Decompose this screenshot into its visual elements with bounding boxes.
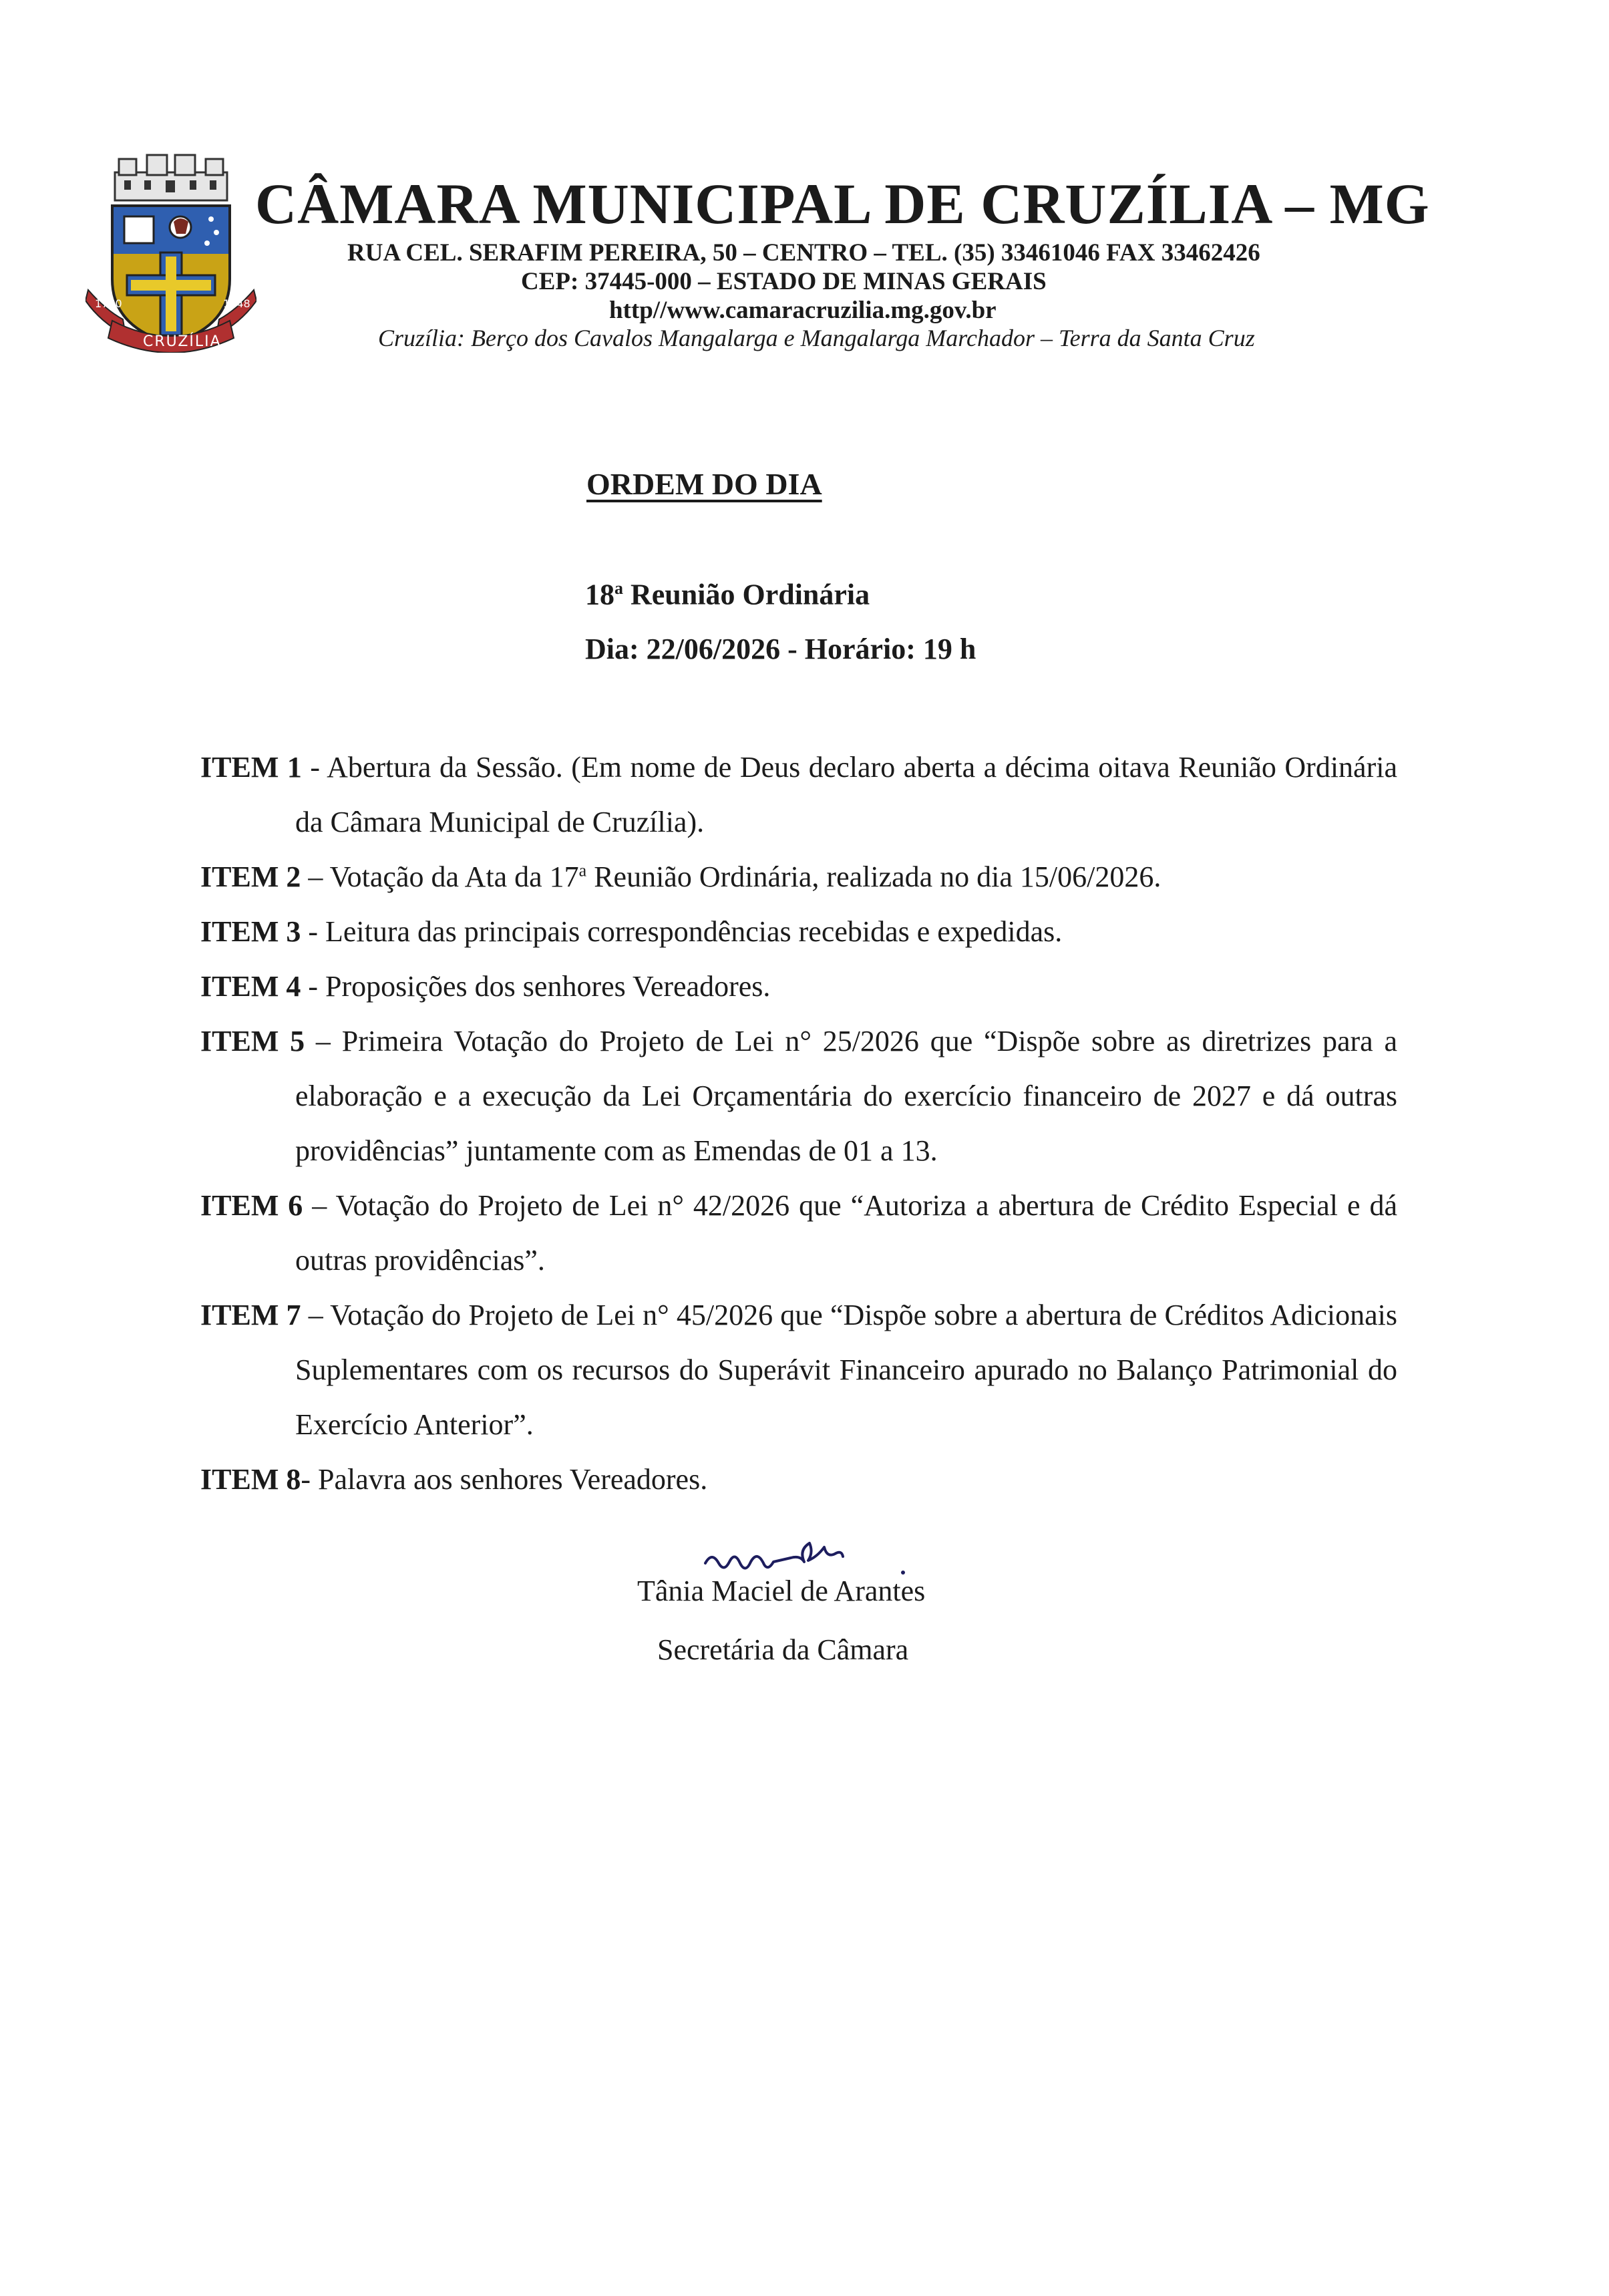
agenda-item-text: Leitura das principais correspondências recebidas e expedidas. [325,915,1063,948]
agenda-item-1: ITEM 1 - Abertura da Sessão. (Em nome de Deus declaro aberta a décima oitava Reunião Ordinária da Câmara Municipal de Cruzília). [200,751,1397,838]
agenda-item-4: ITEM 4 - Proposições dos senhores Vereadores. [200,970,771,1003]
municipal-coat-of-arms-icon [85,152,256,353]
agenda-item-label: ITEM 8 [200,1463,301,1496]
signatory-name: Tânia Maciel de Arantes [637,1575,926,1607]
agenda-item-label: ITEM 2 [200,860,301,893]
svg-text:1720: 1720 [95,297,122,310]
agenda-item-label: ITEM 4 [200,970,301,1003]
letterhead-cep: CEP: 37445-000 – ESTADO DE MINAS GERAIS [521,268,1047,295]
meeting-label: Reunião Ordinária [623,578,870,611]
agenda-item-6: ITEM 6 – Votação do Projeto de Lei n° 42/2026 que “Autoriza a abertura de Crédito Especial e dá outras providências”. [200,1189,1397,1277]
agenda-item-text: Palavra aos senhores Vereadores. [318,1463,708,1496]
meeting-title [585,580,870,610]
letterhead-motto: Cruzília: Berço dos Cavalos Mangalarga e Mangalarga Marchador – Terra da Santa Cruz [378,325,1255,351]
agenda-item-3: ITEM 3 - Leitura das principais correspondências recebidas e expedidas. [200,915,1063,948]
agenda-item-label: ITEM 5 [200,1025,305,1057]
agenda-item-text: Votação da Ata da 17 [329,860,579,893]
agenda-item-label: ITEM 3 [200,915,301,948]
letterhead-website: http//www.camaracruzilia.mg.gov.br [609,297,997,324]
agenda-item-7: ITEM 7 – Votação do Projeto de Lei n° 45/2026 que “Dispõe sobre a abertura de Créditos Adicionais Suplementares com os recursos do Superávit Financeiro apurado no Balanço Patrimonial do Exercício Anterior”. [200,1299,1397,1441]
agenda-item-8: ITEM 8- Palavra aos senhores Vereadores. [200,1463,708,1496]
agenda-item-5: ITEM 5 – Primeira Votação do Projeto de Lei n° 25/2026 que “Dispõe sobre as diretrizes para a elaboração e a execução da Lei Orçamentária do exercício financeiro de 2027 e dá outras providências” juntamente com as Emendas de 01 a 13. [200,1025,1398,1167]
agenda-item-label: ITEM 7 [200,1299,301,1331]
agenda-item-label: ITEM 6 [200,1189,303,1222]
meeting-ordinal-suffix: a [614,579,623,598]
agenda-list [200,740,1397,1507]
svg-text:CRUZÍLIA: CRUZÍLIA [143,333,222,350]
letterhead-address: RUA CEL. SERAFIM PEREIRA, 50 – CENTRO – TEL. (35) 33461046 FAX 33462426 [347,239,1260,267]
letterhead-title: CÂMARA MUNICIPAL DE CRUZÍLIA – MG [255,172,1430,236]
agenda-item-text: Primeira Votação do Projeto de Lei n° 25/2026 que “Dispõe sobre as diretrizes para a elaboração e a execução da Lei Orçamentária do exercício financeiro de 2027 e dá outras providências” juntamente com as Emendas de 01 a 13. [295,1025,1398,1167]
meeting-number: 18 [585,578,614,611]
agenda-item-label: ITEM 1 [200,751,302,784]
agenda-item-text: Votação do Projeto de Lei n° 45/2026 que “Dispõe sobre a abertura de Créditos Adicionais Suplementares com os recursos do Superávit Financeiro apurado no Balanço Patrimonial do Exercício Anterior”. [295,1299,1397,1441]
svg-text:1948: 1948 [223,297,250,310]
agenda-item-2: ITEM 2 – Votação da Ata da 17$^a$ Reunião Ordinária, realizada no dia 15/06/2026. [200,860,1161,893]
agenda-item-text: Abertura da Sessão. (Em nome de Deus declaro aberta a décima oitava Reunião Ordinária da Câmara Municipal de Cruzília). [295,751,1397,838]
agenda-item-text: Proposições dos senhores Vereadores. [325,970,771,1003]
document-title: ORDEM DO DIA [586,467,822,501]
signatory-role: Secretária da Câmara [657,1633,909,1666]
agenda-item-text: Votação do Projeto de Lei n° 42/2026 que “Autoriza a abertura de Crédito Especial e dá outras providências”. [295,1189,1397,1277]
meeting-date-time: Dia: 22/06/2026 - Horário: 19 h [585,633,976,665]
